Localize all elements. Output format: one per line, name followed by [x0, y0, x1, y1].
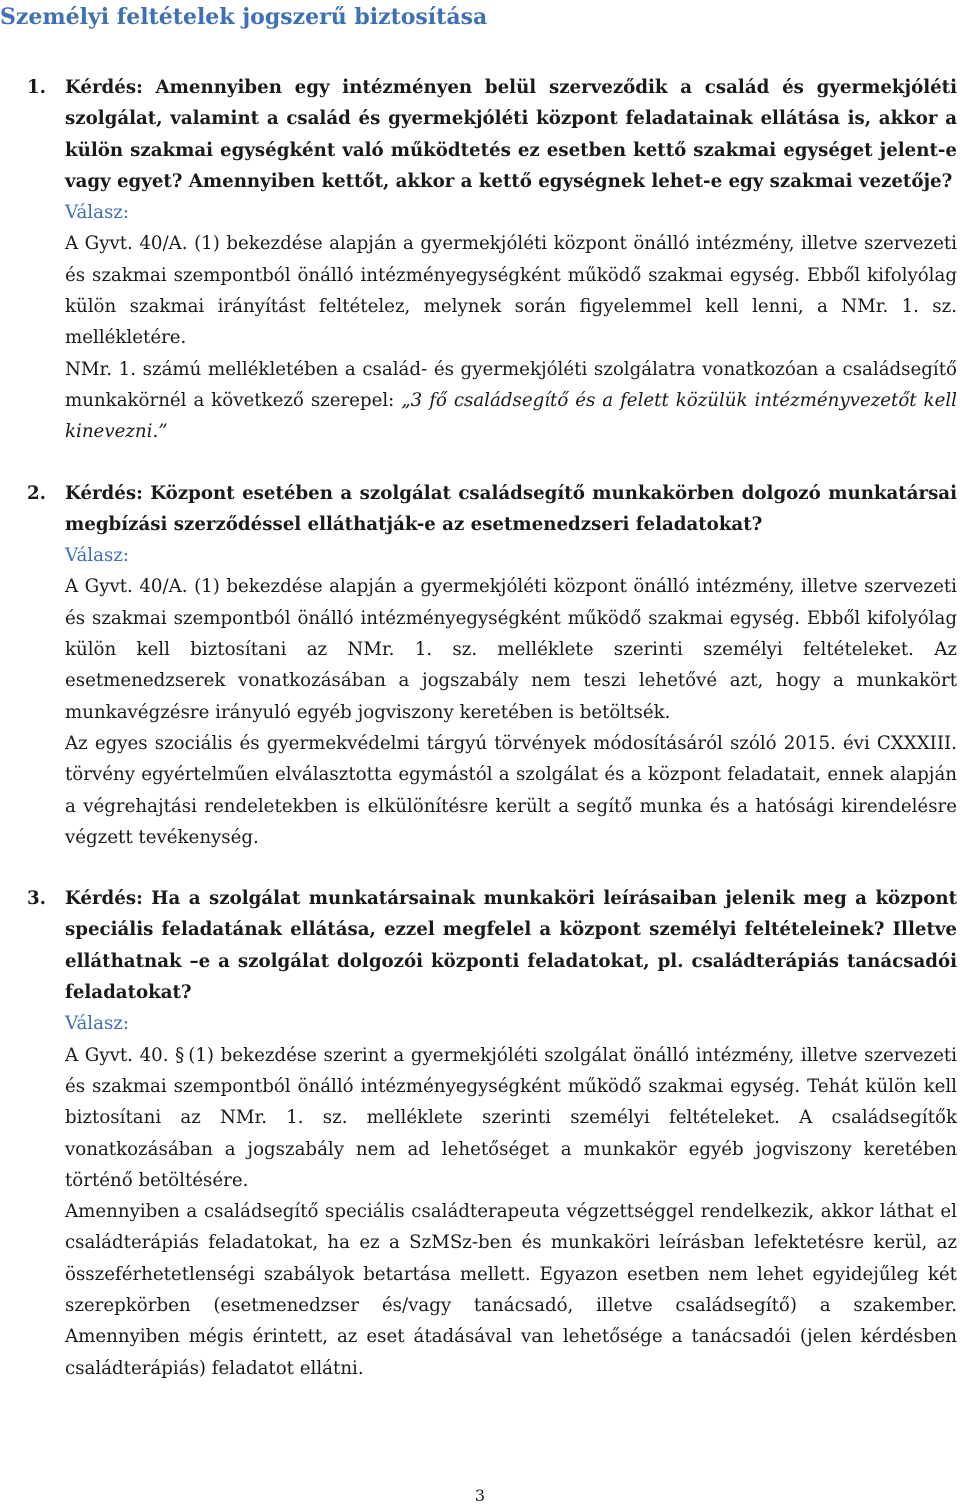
- question-number: 3.: [27, 888, 46, 910]
- page-title: Személyi feltételek jogszerű biztosítása: [0, 4, 488, 30]
- answer-paragraph: A Gyvt. 40/A. (1) bekezdése alapján a gyermekjóléti központ önálló intézmény, illetve szervezeti és szakmai szempontból önálló intézményegységként működő szakmai egység. Ebből kifolyólag külön kell biztosítani az NMr. 1. sz. melléklete szerinti személyi feltételeket. Az esetmenedzserek vonatkozásában a jogszabály nem teszi lehetővé azt, hogy a munkakört munkavégzésre irányuló egyéb jogviszony keretében is betöltsék.: [65, 576, 957, 723]
- answer-paragraph: [65, 354, 957, 448]
- question-text: Kérdés: Amennyiben egy intézményen belül szerveződik a család és gyermekjóléti szolgálat, valamint a család és gyermekjóléti központ feladatainak ellátása is, akkor a külön szakmai egységként való működtetés ez esetben kettő szakmai egységet jelent-e vagy egyet? Amennyiben kettőt, akkor a kettő egységnek lehet-e egy szakmai vezetője?: [65, 77, 957, 192]
- answer-label: Válasz:: [65, 545, 130, 567]
- quoted-regulation: „3 fő családsegítő és a felett közülük intézményvezetőt kell kinevezni.”: [65, 389, 957, 443]
- document-body: [27, 72, 957, 1384]
- answer-paragraph: Az egyes szociális és gyermekvédelmi tárgyú törvények módosításáról szóló 2015. évi CXXXIII. törvény egyértelműen elválasztotta egymástól a szolgálat és a központ feladatait, ennek alapján a végrehajtási rendeletekben is elkülönítésre került a segítő munka és a hatósági kirendelésre végzett tevékenység.: [65, 732, 957, 848]
- page-number: 3: [474, 1486, 486, 1505]
- question-text: Kérdés: Ha a szolgálat munkatársainak munkaköri leírásaiban jelenik meg a központ speciális feladatának ellátása, ezzel megfelel a központ személyi feltételeinek? Illetve elláthatnak –e a szolgálat dolgozói központi feladatokat, pl. családterápiás tanácsadói feladatokat?: [65, 888, 957, 1004]
- answer-paragraph: A Gyvt. 40/A. (1) bekezdése alapján a gyermekjóléti központ önálló intézmény, illetve szervezeti és szakmai szempontból önálló intézményegységként működő szakmai egység. Ebből kifolyólag külön szakmai irányítást feltételez, melynek során figyelemmel kell lenni, a NMr. 1. sz. mellékletére.: [65, 233, 957, 349]
- question-2: [27, 478, 957, 541]
- question-3: [27, 883, 957, 1008]
- question-number: 1.: [27, 77, 46, 98]
- answer-text: NMr. 1. számú mellékletében a család- és gyermekjóléti szolgálatra vonatkozóan a családsegítő munkakörnél a következő szerepel:: [65, 358, 957, 411]
- answer-label: Válasz:: [65, 202, 130, 224]
- question-number: 2.: [27, 482, 46, 504]
- answer-text: A Gyvt. 40.: [65, 1044, 169, 1066]
- answer-paragraph: Amennyiben a családsegítő speciális családterapeuta végzettséggel rendelkezik, akkor láthat el családterápiás feladatokat, ha ez a SzMSz-ben és munkaköri leírásban lefektetésre kerül, az összeférhetetlenségi szabályok betartása mellett. Egyazon esetben nem lehet egyidejűleg két szerepkörben (esetmenedzser és/vagy tanácsadó, illetve családsegítő) a szakember. Amennyiben mégis érintett, az eset átadásával van lehetősége a tanácsadói (jelen kérdésben családterápiás) feladatot ellátni.: [65, 1201, 957, 1379]
- answer-label: Válasz:: [65, 1013, 130, 1035]
- section-symbol: §: [175, 1044, 185, 1066]
- question-text: Kérdés: Központ esetében a szolgálat családsegítő munkakörben dolgozó munkatársai megbízási szerződéssel elláthatják-e az esetmenedzseri feladatokat?: [65, 482, 957, 535]
- answer-text: (1) bekezdése szerint a gyermekjóléti szolgálat önálló intézmény, illetve szervezeti és szakmai szempontból önálló intézményegységként működő szakmai egység. Tehát külön kell biztosítani az NMr. 1. sz. melléklete szerinti személyi feltételeket. A családsegítők vonatkozásában a jogszabály nem ad lehetőséget a munkakör egyéb jogviszony keretében történő betöltésére.: [65, 1044, 957, 1191]
- question-1: [27, 72, 957, 197]
- answer-paragraph: [65, 1040, 957, 1196]
